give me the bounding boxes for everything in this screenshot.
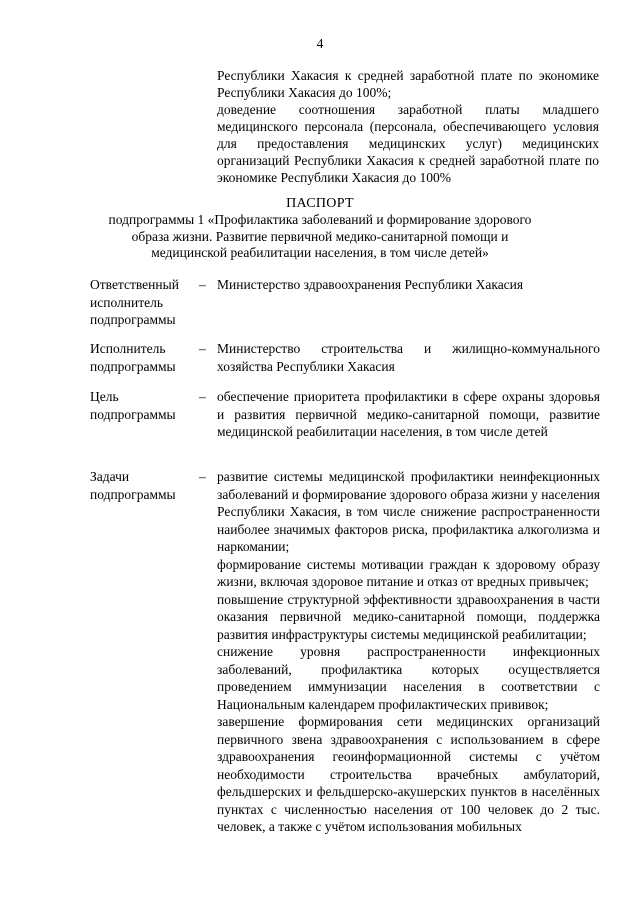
passport-subtitle: подпрограммы 1 «Профилактика заболеваний и формирование здорового образа жизни. Развитие первичной медико-санитарной помощи и медицинской реабилитации населения, в том числе детей»: [108, 212, 532, 260]
row-value-paragraph: снижение уровня распространенности инфекционных заболеваний, профилактика которых осуществляется проведением иммунизации населения в соответствии с Национальным календарем профилактических прививок;: [217, 644, 600, 712]
passport-title: ПАСПОРТ: [286, 196, 354, 211]
row-value-paragraph: завершение формирования сети медицинских организаций первичного звена здравоохранения с использованием в сфере здравоохранения геоинформационной системы с учётом необходимости строительства врачебных амбулаторий, фельдшерских и фельдшерско-акушерских пунктов в населённых пунктах с численностью населения от 100 человек до 2 тыс. человек, а также с учётом использования мобильных: [217, 714, 600, 834]
row-value: [217, 276, 600, 294]
row-dash: –: [199, 277, 206, 292]
row-label: Ответственный исполнитель подпрограммы: [90, 277, 179, 327]
row-label: Задачи подпрограммы: [90, 469, 176, 502]
row-label: Цель подпрограммы: [90, 389, 176, 422]
page-number: 4: [316, 36, 324, 51]
row-label: Исполнитель подпрограммы: [90, 341, 176, 374]
continuation-paragraph: доведение соотношения заработной платы младшего медицинского персонала (персонала, обеспечивающего условия для предоставления медицинских услуг) медицинских организаций Республики Хакасия к средней заработной плате по экономике Республики Хакасия до 100%: [217, 102, 599, 185]
continuation-paragraph: Республики Хакасия к средней заработной плате по экономике Республики Хакасия до 100%;: [217, 68, 599, 100]
row-value: [217, 388, 600, 441]
row-value: [217, 468, 600, 836]
row-value-paragraph: формирование системы мотивации граждан к здоровому образу жизни, включая здоровое питание и отказ от вредных привычек;: [217, 556, 600, 589]
row-value-paragraph: Министерство строительства и жилищно-коммунального хозяйства Республики Хакасия: [217, 341, 600, 374]
row-dash: –: [199, 341, 206, 356]
row-value-paragraph: Министерство здравоохранения Республики Хакасия: [217, 277, 524, 292]
row-dash: –: [199, 389, 206, 404]
row-value: [217, 340, 600, 375]
row-value-paragraph: обеспечение приоритета профилактики в сфере охраны здоровья и развития первичной медико-санитарной помощи, развитие медицинской реабилитации населения, в том числе детей: [217, 389, 600, 439]
row-value-paragraph: развитие системы медицинской профилактики неинфекционных заболеваний и формирование здорового образа жизни у населения Республики Хакасия, в том числе снижение распространенности наиболее значимых факторов риска, профилактика алкоголизма и наркомании;: [217, 469, 600, 554]
row-dash: –: [199, 469, 206, 484]
continuation-text: [217, 67, 599, 186]
row-value-paragraph: повышение структурной эффективности здравоохранения в части оказания первичной медико-санитарной помощи, поддержка развития инфраструктуры системы медицинской реабилитации;: [217, 591, 600, 642]
